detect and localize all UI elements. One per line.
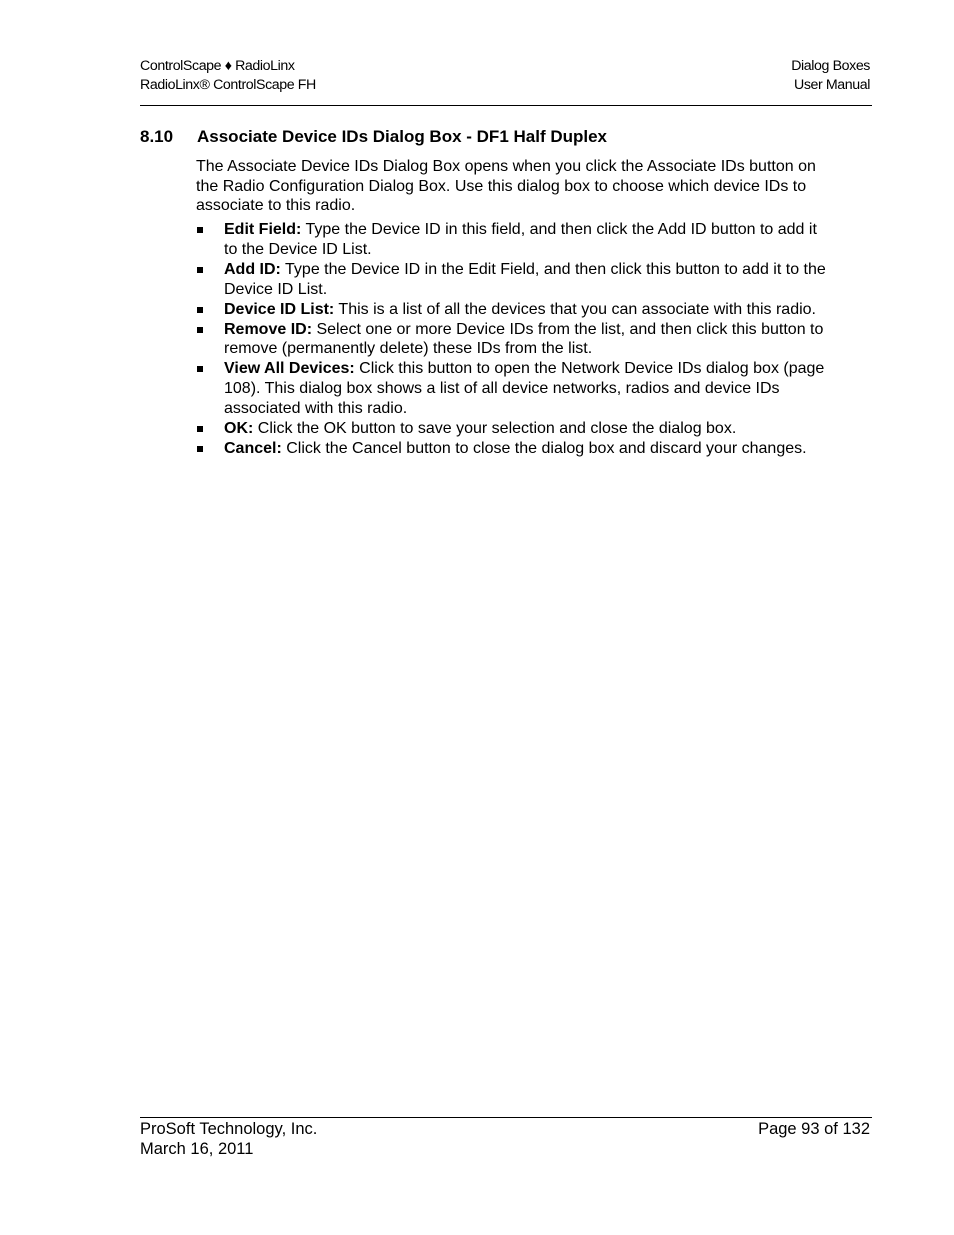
intro-paragraph [196, 157, 816, 216]
footer-company: ProSoft Technology, Inc. [140, 1120, 318, 1138]
list-item-term: Device ID List: [224, 300, 335, 318]
square-bullet-icon [197, 307, 203, 313]
footer-left [140, 1120, 317, 1159]
footer-date: March 16, 2011 [140, 1139, 254, 1158]
header-product-line: ControlScape ♦ RadioLinx [140, 58, 295, 74]
header-left [140, 57, 316, 95]
header-doc-type: User Manual [793, 77, 870, 93]
list-item-text: Select one or more Device IDs from the list, and then click this button to remove (permanently delete) these IDs from the list. [224, 320, 824, 358]
list-item [196, 359, 826, 419]
list-item-term: View All Devices: [224, 360, 355, 378]
list-item-text: Click the Cancel button to close the dialog box and discard your changes. [281, 439, 807, 457]
page-footer [140, 1117, 872, 1158]
list-item-text: Click the OK button to save your selection and close the dialog box. [253, 420, 737, 438]
section-heading [140, 126, 607, 148]
list-item-term: Edit Field: [224, 221, 302, 238]
footer-right [758, 1120, 870, 1140]
square-bullet-icon [197, 327, 203, 333]
list-item-text: Click this button to open the Network Device IDs dialog box (page 108). This dialog box shows a list of all device networks, radios and device IDs associated with this radio. [224, 360, 825, 418]
footer-page-number: Page 93 of 132 [758, 1120, 870, 1138]
page-header [140, 57, 872, 106]
header-product-subline: RadioLinx® ControlScape FH [140, 77, 316, 93]
square-bullet-icon [197, 366, 203, 372]
list-item-term: Add ID: [224, 260, 281, 278]
list-item [196, 439, 826, 459]
list-item-text: Type the Device ID in the Edit Field, and then click this button to add it to the Device ID List. [224, 260, 826, 298]
field-description-list [196, 220, 826, 459]
square-bullet-icon [197, 446, 203, 452]
header-right [791, 57, 870, 95]
square-bullet-icon [197, 227, 203, 233]
list-item-text: This is a list of all the devices that you can associate with this radio. [334, 300, 816, 318]
list-item-term: Cancel: [224, 439, 282, 457]
list-item-term: OK: [224, 420, 254, 438]
list-item [196, 320, 826, 360]
header-chapter: Dialog Boxes [791, 58, 870, 74]
square-bullet-icon [197, 426, 203, 432]
list-item [196, 300, 826, 320]
list-item-text: Type the Device ID in this field, and then click the Add ID button to add it to the Device ID List. [224, 221, 817, 258]
list-item [196, 419, 826, 439]
list-item [196, 260, 826, 300]
list-item-term: Remove ID: [224, 320, 313, 338]
intro-text: The Associate Device IDs Dialog Box opens when you click the Associate IDs button on the Radio Configuration Dialog Box. Use this dialog box to choose which device IDs to associate to this radio. [196, 158, 816, 215]
section-number: 8.10 [140, 127, 174, 146]
list-item [196, 220, 826, 260]
square-bullet-icon [197, 267, 203, 273]
section-title-text: Associate Device IDs Dialog Box - DF1 Half Duplex [197, 127, 608, 146]
